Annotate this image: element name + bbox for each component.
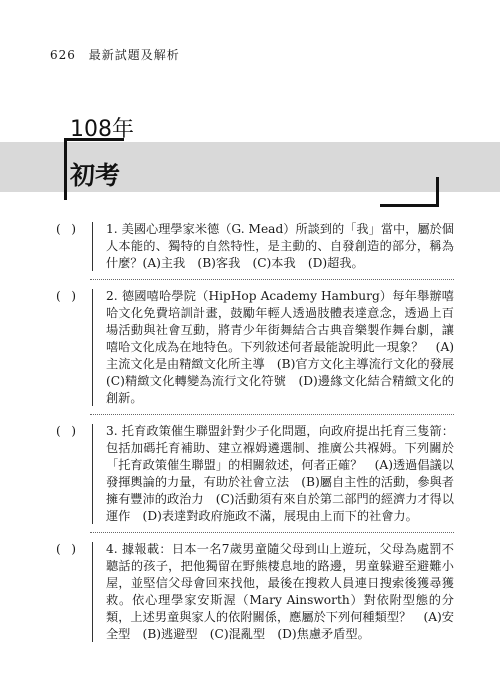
page-number: 626 (50, 48, 76, 62)
question-number: 2. (106, 289, 118, 303)
bracket-bottom-right-vertical (436, 177, 439, 207)
section-year: 108年 (70, 117, 134, 142)
book-title: 最新試題及解析 (88, 48, 180, 62)
question-divider-line (92, 222, 93, 271)
question-divider-line (92, 542, 93, 642)
page-header (50, 46, 180, 63)
answer-blank: ( ) (56, 424, 76, 438)
section-exam-title: 初考 (70, 161, 121, 190)
answer-blank: ( ) (56, 222, 76, 236)
question-1 (56, 221, 454, 272)
question-number: 1. (106, 222, 118, 236)
question-divider-line (92, 289, 93, 406)
answer-blank: ( ) (56, 542, 76, 556)
bracket-top-left-vertical (64, 138, 67, 200)
question-list (56, 221, 467, 643)
question-separator (90, 532, 454, 534)
question-2 (56, 288, 467, 407)
question-text: 美國心理學家米德（G. Mead）所談到的「我」當中，屬於個人本能的、獨特的自然特性，是主動的、自發創造的部分，稱為什麼？(A)主我 (B)客我 (C)本我 (D)超我。 (106, 222, 454, 270)
answer-blank: ( ) (56, 289, 76, 303)
question-text: 托育政策催生聯盟針對少子化問題，向政府提出托育三隻箭：包括加碼托育補助、建立褓姆遴選制、推廣公共褓姆。下列關於「托育政策催生聯盟」的相關敘述，何者正確？ (A)透過倡議以發揮輿論的力量，有助於社會立法 (B)屬自主性的活動，參與者擁有豐沛的政治力 (C)活動須有來自於第二部門的經濟力才得以運作 (D)表達對政府施政不滿，展現由上而下的社會力。 (106, 424, 454, 523)
question-divider-line (92, 424, 93, 524)
question-separator (90, 279, 454, 281)
bracket-bottom-right-horizontal (380, 204, 439, 207)
question-3 (56, 423, 454, 525)
question-number: 3. (106, 424, 118, 438)
question-number: 4. (106, 542, 118, 556)
question-separator (90, 414, 454, 416)
question-text: 據報載：日本一名7歲男童隨父母到山上遊玩，父母為處罰不聽話的孩子，把他獨留在野熊棲息地的路邊，男童躲避至避難小屋，並堅信父母會回來找他，最後在搜救人員連日搜索後獲尋獲救。依心理學家安斯渥（Mary Ainsworth）對依附型態的分類，上述男童與家人的依附關係，應屬於下列何種類型？ (A)安全型 (B)逃避型 (C)混亂型 (D)焦慮矛盾型。 (106, 542, 454, 641)
question-text: 德國嘻哈學院（HipHop Academy Hamburg）每年舉辦嘻哈文化免費培訓計畫，鼓勵年輕人透過肢體表達意念，透過上百場活動與社會互動，將青少年街舞結合古典音樂製作舞台劇，讓嘻哈文化成為在地特色。下列敘述何者最能說明此一現象？ (A)主流文化是由精緻文化所主導 (B)官方文化主導流行文化的發展 (C)精緻文化轉變為流行文化符號 (D)邊緣文化結合精緻文化的創新。 (106, 289, 467, 405)
question-4 (56, 541, 454, 643)
